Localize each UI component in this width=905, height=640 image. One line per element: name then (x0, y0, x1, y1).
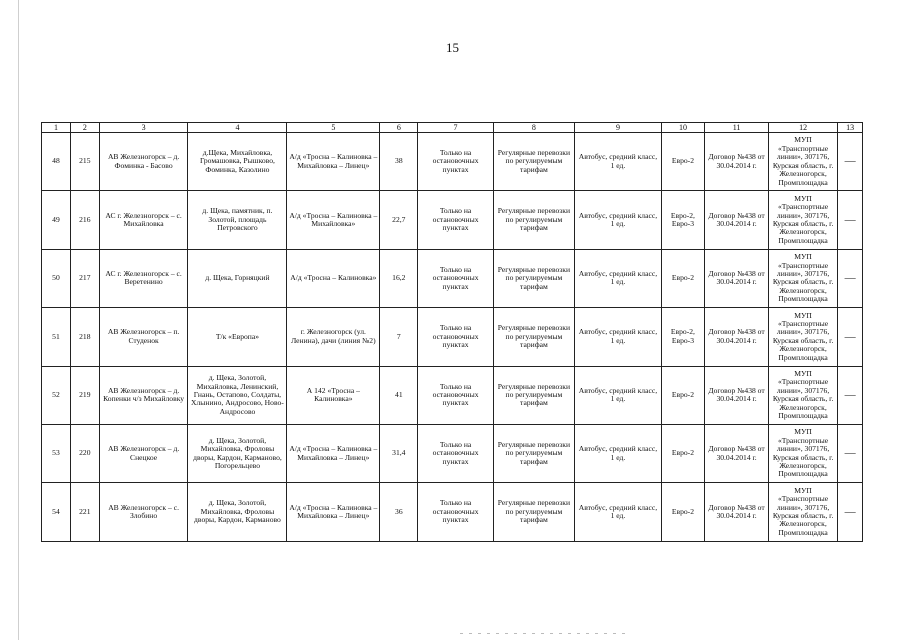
cell-col-12: МУП «Транспортные линии», 307176, Курская область, г. Железногорск, Промплощадка (769, 308, 838, 366)
scan-edge-line (18, 0, 19, 640)
table-row (42, 308, 863, 366)
cell-col-7: Только на остановочных пунктах (418, 424, 493, 482)
cell-col-9: Автобус, средний класс, 1 ед. (575, 308, 662, 366)
column-header-11: 11 (705, 123, 769, 133)
cell-col-6: 41 (380, 366, 418, 424)
cell-col-12: МУП «Транспортные линии», 307176, Курская область, г. Железногорск, Промплощадка (769, 249, 838, 307)
cell-col-11: Договор №438 от 30.04.2014 г. (705, 191, 769, 249)
cell-col-3: АВ Железногорск – п. Студенок (99, 308, 188, 366)
cell-col-11: Договор №438 от 30.04.2014 г. (705, 308, 769, 366)
cell-col-7: Только на остановочных пунктах (418, 483, 493, 541)
cell-col-5: А/д «Тросна – Калиновка – Михайловка – Линец» (287, 133, 380, 191)
cell-col-6: 16,2 (380, 249, 418, 307)
cell-col-13: — (838, 191, 863, 249)
cell-col-9: Автобус, средний класс, 1 ед. (575, 483, 662, 541)
cell-col-1: 49 (42, 191, 71, 249)
cell-col-9: Автобус, средний класс, 1 ед. (575, 249, 662, 307)
cell-col-6: 22,7 (380, 191, 418, 249)
cell-col-2: 218 (70, 308, 99, 366)
cell-col-9: Автобус, средний класс, 1 ед. (575, 191, 662, 249)
cell-col-7: Только на остановочных пунктах (418, 191, 493, 249)
cell-col-6: 7 (380, 308, 418, 366)
cell-col-8: Регулярные перевозки по регулируемым тарифам (493, 424, 574, 482)
cell-col-4: д. Щека, Золотой, Михайловка, Фроловы дворы, Кардон, Карманово, Погорельцево (188, 424, 287, 482)
cell-col-7: Только на остановочных пунктах (418, 249, 493, 307)
column-header-6: 6 (380, 123, 418, 133)
column-header-10: 10 (661, 123, 704, 133)
cell-col-11: Договор №438 от 30.04.2014 г. (705, 249, 769, 307)
cell-col-3: АВ Железногорск – д. Копенки ч/з Михайловку (99, 366, 188, 424)
column-header-9: 9 (575, 123, 662, 133)
cell-col-12: МУП «Транспортные линии», 307176, Курская область, г. Железногорск, Промплощадка (769, 483, 838, 541)
routes-registry-table (41, 122, 863, 542)
table-header-row (42, 123, 863, 133)
cell-col-12: МУП «Транспортные линии», 307176, Курская область, г. Железногорск, Промплощадка (769, 133, 838, 191)
cell-col-4: д. Щека, Золотой, Михайловка, Ленинский, Гнань, Остапово, Солдаты, Хлынино, Андросово, Ново-Андросово (188, 366, 287, 424)
cell-col-3: АС г. Железногорск – с. Михайловка (99, 191, 188, 249)
cell-col-7: Только на остановочных пунктах (418, 133, 493, 191)
cell-col-5: А/д «Тросна – Калиновка – Михайловка» (287, 191, 380, 249)
cell-col-2: 216 (70, 191, 99, 249)
cell-col-5: А/д «Тросна – Калиновка» (287, 249, 380, 307)
cell-col-3: АВ Железногорск – с. Злобино (99, 483, 188, 541)
table-row (42, 483, 863, 541)
cell-col-12: МУП «Транспортные линии», 307176, Курская область, г. Железногорск, Промплощадка (769, 191, 838, 249)
cell-col-5: А/д «Тросна – Калиновка – Михайловка – Линец» (287, 483, 380, 541)
table-row (42, 249, 863, 307)
cell-col-1: 52 (42, 366, 71, 424)
column-header-1: 1 (42, 123, 71, 133)
cell-col-7: Только на остановочных пунктах (418, 366, 493, 424)
cell-col-4: д.Щека, Михайловка, Громашовка, Рышково, Фоминка, Казолино (188, 133, 287, 191)
cell-col-10: Евро-2 (661, 133, 704, 191)
cell-col-10: Евро-2 (661, 483, 704, 541)
cell-col-13: — (838, 308, 863, 366)
cell-col-8: Регулярные перевозки по регулируемым тарифам (493, 191, 574, 249)
cell-col-13: — (838, 249, 863, 307)
cell-col-11: Договор №438 от 30.04.2014 г. (705, 133, 769, 191)
cell-col-10: Евро-2 (661, 366, 704, 424)
column-header-5: 5 (287, 123, 380, 133)
cell-col-13: — (838, 366, 863, 424)
cell-col-3: АС г. Железногорск – с. Веретенино (99, 249, 188, 307)
cell-col-8: Регулярные перевозки по регулируемым тарифам (493, 249, 574, 307)
cell-col-10: Евро-2 (661, 424, 704, 482)
table-row (42, 191, 863, 249)
cell-col-3: АВ Железногорск – д. Снецкое (99, 424, 188, 482)
cell-col-4: д. Щека, Золотой, Михайловка, Фроловы дворы, Кардон, Карманово (188, 483, 287, 541)
cell-col-11: Договор №438 от 30.04.2014 г. (705, 424, 769, 482)
column-header-2: 2 (70, 123, 99, 133)
scan-artifact (460, 633, 630, 634)
column-header-13: 13 (838, 123, 863, 133)
cell-col-1: 50 (42, 249, 71, 307)
cell-col-4: д. Щека, памятник, п. Золотой, площадь Петровского (188, 191, 287, 249)
cell-col-7: Только на остановочных пунктах (418, 308, 493, 366)
page-number: 15 (446, 40, 459, 55)
cell-col-10: Евро-2, Евро-3 (661, 191, 704, 249)
cell-col-3: АВ Железногорск – д. Фоминка - Басово (99, 133, 188, 191)
cell-col-6: 36 (380, 483, 418, 541)
cell-col-2: 217 (70, 249, 99, 307)
cell-col-9: Автобус, средний класс, 1 ед. (575, 366, 662, 424)
column-header-4: 4 (188, 123, 287, 133)
cell-col-13: — (838, 133, 863, 191)
table-row (42, 366, 863, 424)
cell-col-4: д. Щека, Горняцкий (188, 249, 287, 307)
table-body (42, 133, 863, 542)
cell-col-6: 31,4 (380, 424, 418, 482)
cell-col-5: г. Железногорск (ул. Ленина), дачи (линия №2) (287, 308, 380, 366)
cell-col-13: — (838, 483, 863, 541)
cell-col-5: А/д «Тросна – Калиновка – Михайловка – Линец» (287, 424, 380, 482)
cell-col-9: Автобус, средний класс, 1 ед. (575, 133, 662, 191)
cell-col-1: 51 (42, 308, 71, 366)
cell-col-8: Регулярные перевозки по регулируемым тарифам (493, 366, 574, 424)
cell-col-2: 219 (70, 366, 99, 424)
table-row (42, 424, 863, 482)
table-row (42, 133, 863, 191)
cell-col-9: Автобус, средний класс, 1 ед. (575, 424, 662, 482)
cell-col-2: 215 (70, 133, 99, 191)
cell-col-10: Евро-2 (661, 249, 704, 307)
cell-col-5: А 142 «Тросна – Калиновка» (287, 366, 380, 424)
cell-col-12: МУП «Транспортные линии», 307176, Курская область, г. Железногорск, Промплощадка (769, 366, 838, 424)
column-header-7: 7 (418, 123, 493, 133)
cell-col-8: Регулярные перевозки по регулируемым тарифам (493, 483, 574, 541)
cell-col-12: МУП «Транспортные линии», 307176, Курская область, г. Железногорск, Промплощадка (769, 424, 838, 482)
cell-col-1: 54 (42, 483, 71, 541)
cell-col-2: 221 (70, 483, 99, 541)
cell-col-2: 220 (70, 424, 99, 482)
cell-col-10: Евро-2, Евро-3 (661, 308, 704, 366)
cell-col-11: Договор №438 от 30.04.2014 г. (705, 366, 769, 424)
cell-col-8: Регулярные перевозки по регулируемым тарифам (493, 308, 574, 366)
cell-col-13: — (838, 424, 863, 482)
cell-col-11: Договор №438 от 30.04.2014 г. (705, 483, 769, 541)
cell-col-4: Т/к «Европа» (188, 308, 287, 366)
column-header-8: 8 (493, 123, 574, 133)
cell-col-1: 53 (42, 424, 71, 482)
cell-col-8: Регулярные перевозки по регулируемым тарифам (493, 133, 574, 191)
column-header-12: 12 (769, 123, 838, 133)
cell-col-1: 48 (42, 133, 71, 191)
cell-col-6: 38 (380, 133, 418, 191)
column-header-3: 3 (99, 123, 188, 133)
